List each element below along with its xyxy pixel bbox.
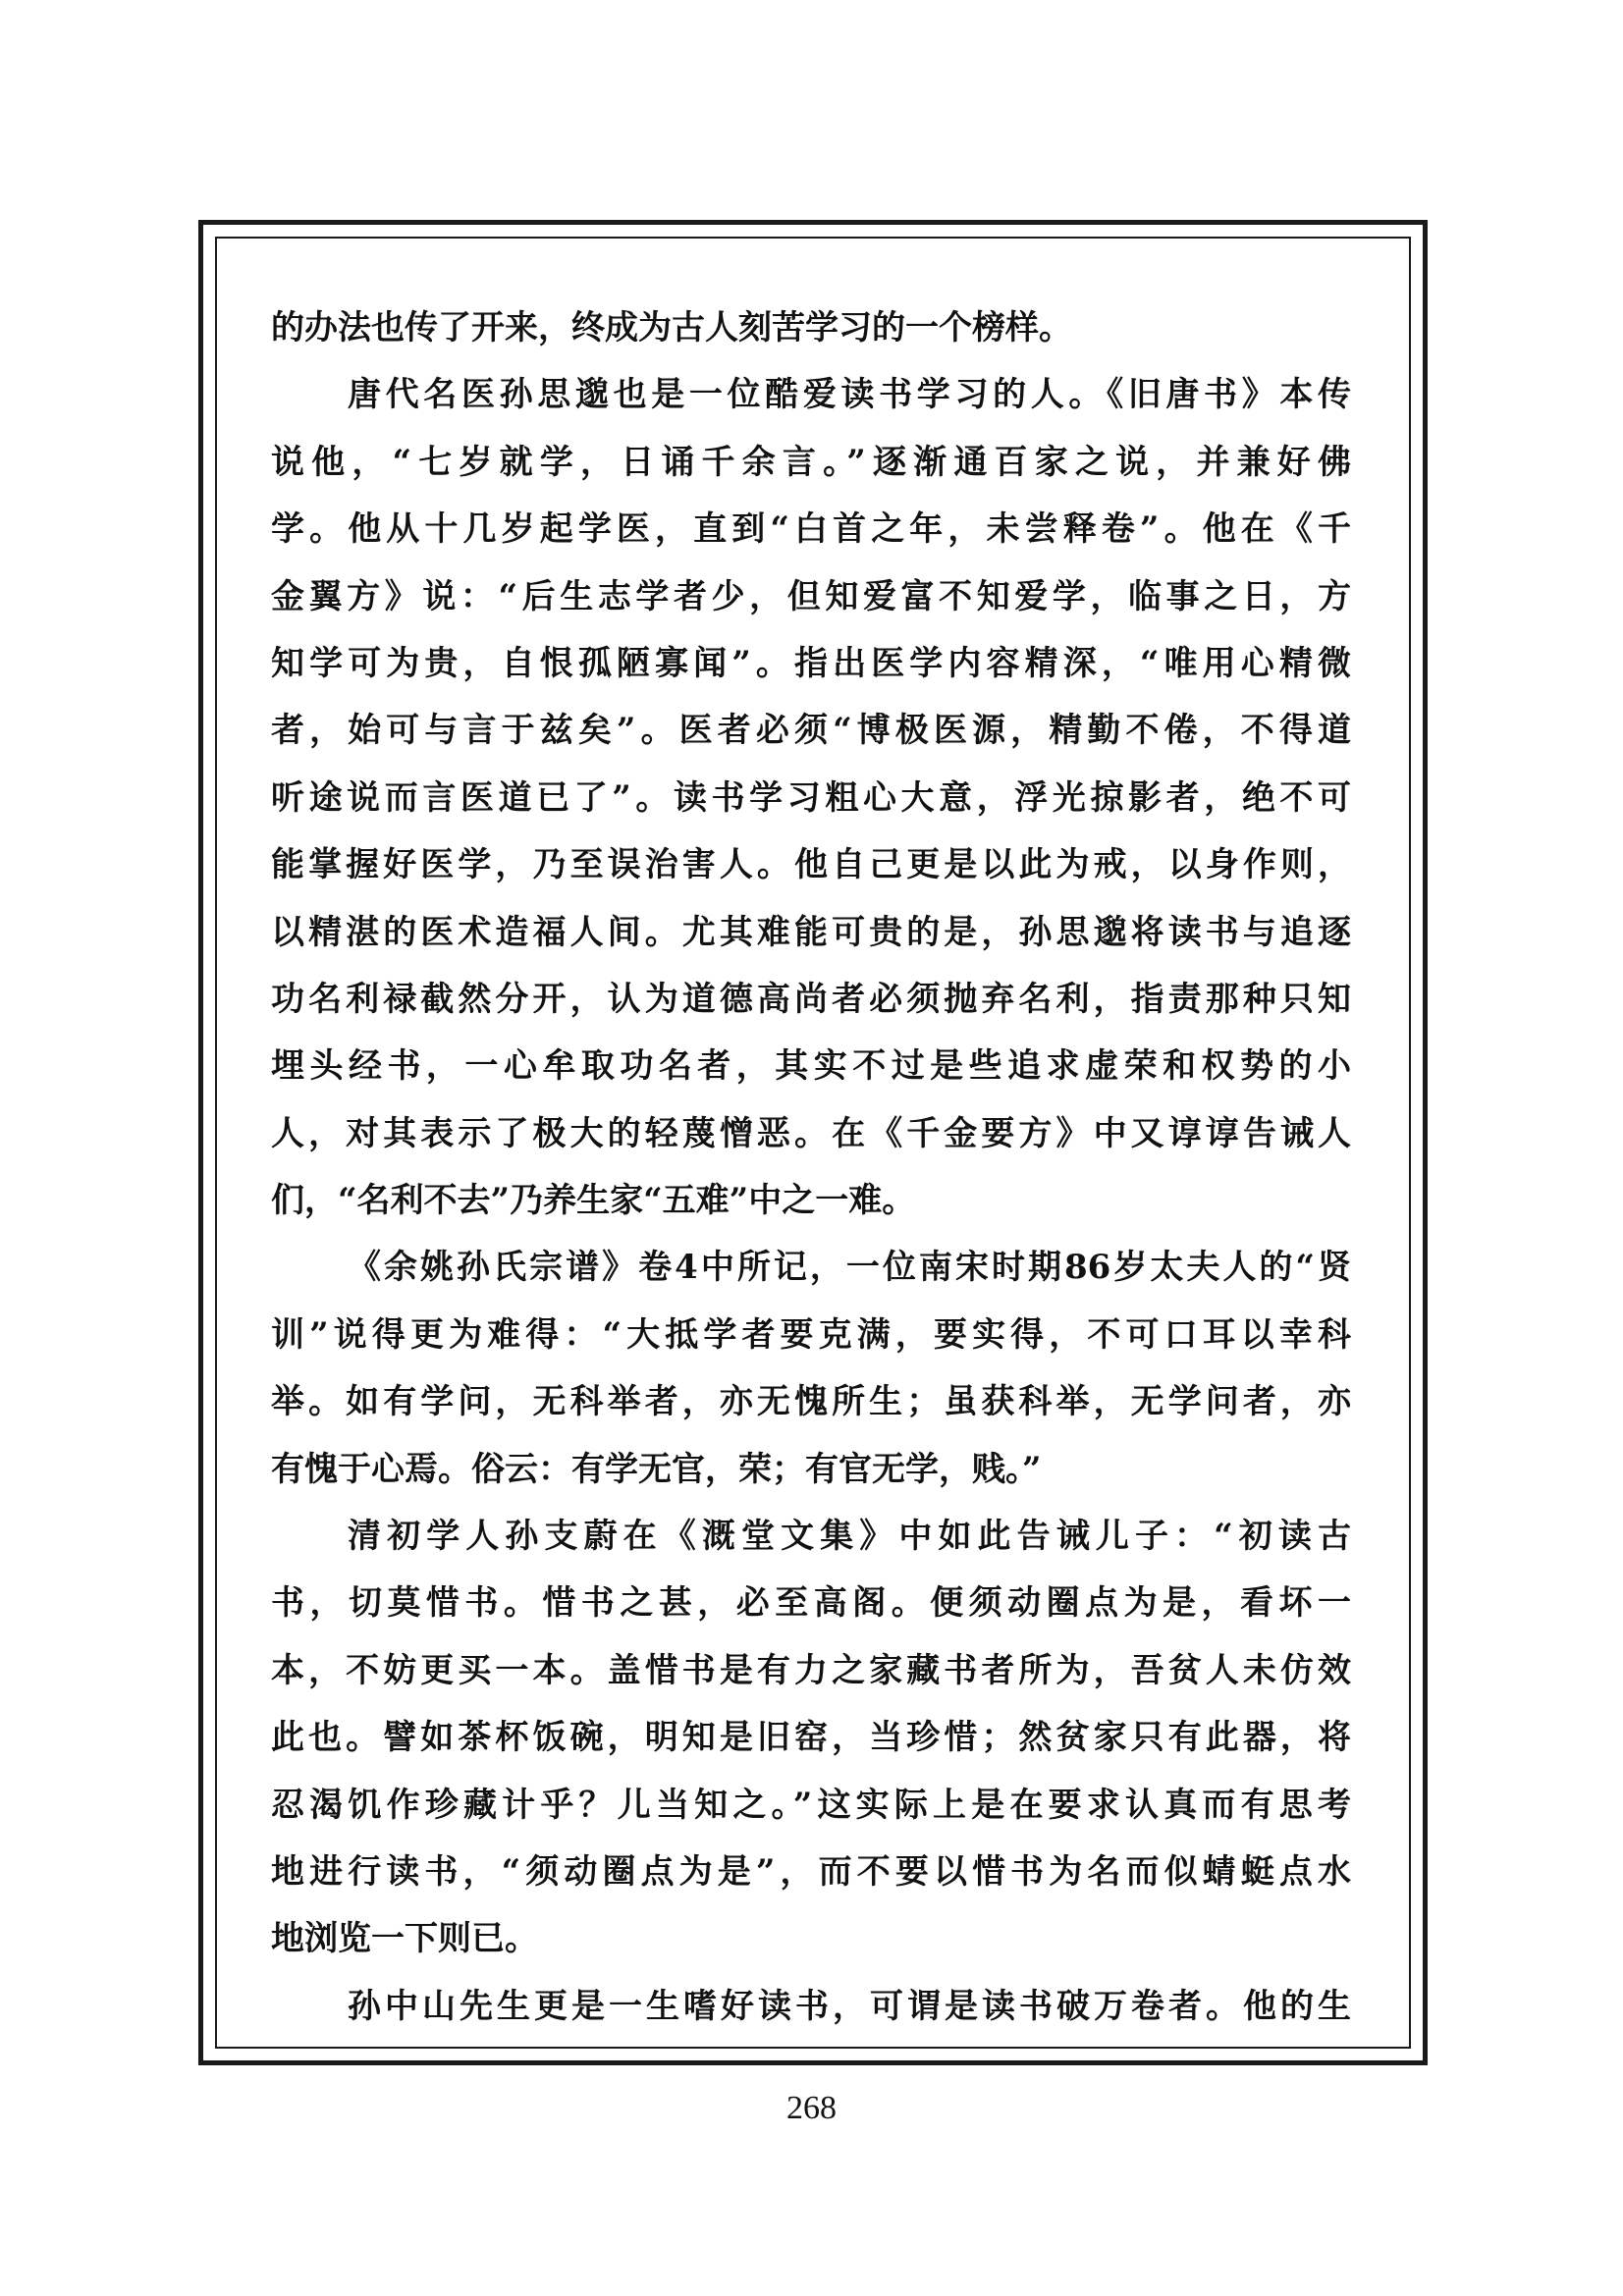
text-line: 知学可为贵，自恨孤陋寡闻”。指出医学内容精深，“唯用心精微 xyxy=(271,643,1351,683)
text-line: 举。如有学问，无科举者，亦无愧所生；虽获科举，无学问者，亦 xyxy=(271,1382,1351,1422)
text-line: 金翼方》说：“后生志学者少，但知爱富不知爱学，临事之日，方 xyxy=(271,576,1351,616)
text-line: 书，切莫惜书。惜书之甚，必至高阁。便须动圈点为是，看坏一 xyxy=(271,1583,1351,1624)
text-line: 听途说而言医道已了”。读书学习粗心大意，浮光掠影者，绝不可 xyxy=(271,777,1351,818)
text-line: 人，对其表示了极大的轻蔑憎恶。在《千金要方》中又谆谆告诫人 xyxy=(271,1113,1351,1153)
page-number: 268 xyxy=(786,2090,837,2126)
text-line: 功名利禄截然分开，认为道德高尚者必须抛弃名利，指责那种只知 xyxy=(271,979,1351,1019)
text-line: 的办法也传了开来，终成为古人刻苦学习的一个榜样。 xyxy=(271,308,1072,347)
text-line: 学。他从十几岁起学医，直到“白首之年，未尝释卷”。他在《千 xyxy=(271,509,1351,550)
text-line: 清初学人孙支蔚在《溉堂文集》中如此告诫儿子：“初读古 xyxy=(348,1517,1351,1557)
text-line: 说他，“七岁就学，日诵千余言。”逐渐通百家之说，并兼好佛 xyxy=(271,442,1351,482)
text-line: 唐代名医孙思邈也是一位酷爱读书学习的人。《旧唐书》本传 xyxy=(348,375,1351,415)
body-text xyxy=(271,294,1351,2040)
text-line: 地进行读书，“须动圈点为是”，而不要以惜书为名而似蜻蜓点水 xyxy=(271,1851,1351,1892)
text-line: 者，始可与言于兹矣”。医者必须“博极医源，精勤不倦，不得道 xyxy=(271,711,1351,751)
text-line: 能掌握好医学，乃至误治害人。他自己更是以此为戒，以身作则， xyxy=(271,845,1351,885)
text-line: 以精湛的医术造福人间。尤其难能可贵的是，孙思邈将读书与追逐 xyxy=(271,912,1351,952)
text-line: 忍渴饥作珍藏计乎？儿当知之。”这实际上是在要求认真而有思考 xyxy=(271,1785,1351,1825)
text-line: 有愧于心焉。俗云：有学无官，荣；有官无学，贱。” xyxy=(271,1449,1042,1489)
text-line: 孙中山先生更是一生嗜好读书，可谓是读书破万卷者。他的生 xyxy=(348,1986,1351,2026)
text-line: 训”说得更为难得：“大抵学者要克满，要实得，不可口耳以幸科 xyxy=(271,1314,1351,1355)
text-line: 此也。譬如茶杯饭碗，明知是旧窑，当珍惜；然贫家只有此器，将 xyxy=(271,1718,1351,1758)
text-line: 本，不妨更买一本。盖惜书是有力之家藏书者所为，吾贫人未仿效 xyxy=(271,1650,1351,1690)
text-line: 《余姚孙氏宗谱》卷4中所记，一位南宋时期86岁太夫人的“贤 xyxy=(348,1248,1351,1288)
text-line: 地浏览一下则已。 xyxy=(271,1919,538,1959)
text-line: 们，“名利不去”乃养生家“五难”中之一难。 xyxy=(271,1181,916,1221)
text-line: 埋头经书，一心牟取功名者，其实不过是些追求虚荣和权势的小 xyxy=(271,1046,1351,1087)
